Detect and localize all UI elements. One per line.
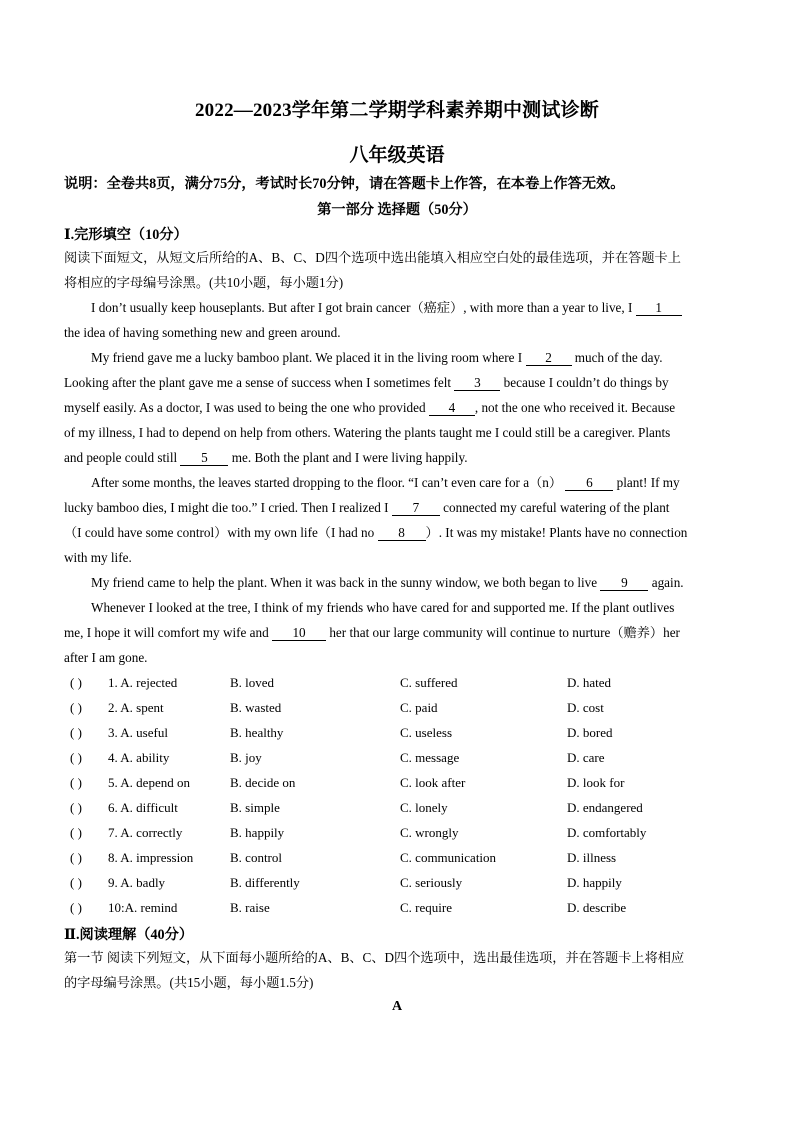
option-c: C. look after xyxy=(400,775,466,790)
option-d: D. illness xyxy=(567,850,617,865)
option-d: D. happily xyxy=(567,875,622,890)
exam-instructions: 说明：全卷共8页，满分75分，考试时长70分钟，请在答题卡上作答，在本卷上作答无效。 xyxy=(64,176,625,192)
passage-line: of my illness, I had to depend on help from others. Watering the plants taught me I could still be a caregiver. Plants xyxy=(64,425,671,440)
option-b: B. raise xyxy=(230,900,270,915)
passage-line xyxy=(91,300,757,316)
answer-bracket[interactable]: ( ) xyxy=(70,775,82,790)
answer-bracket[interactable]: ( ) xyxy=(70,700,82,715)
passage-line: the idea of having something new and green around. xyxy=(64,325,341,340)
passage-line xyxy=(91,575,757,591)
option-row xyxy=(64,700,744,718)
passage-text: me. Both the plant and I were living happily. xyxy=(231,450,468,465)
option-c: C. seriously xyxy=(400,875,463,890)
passage-text: me, I hope it will comfort my wife and xyxy=(64,625,269,640)
cloze-heading: Ⅰ.完形填空（10分） xyxy=(64,227,188,243)
option-c: C. paid xyxy=(400,700,438,715)
passage-text: again. xyxy=(651,575,684,590)
option-a: 7. A. correctly xyxy=(108,825,183,840)
option-b: B. decide on xyxy=(230,775,296,790)
blank-7[interactable]: 7 xyxy=(392,501,440,516)
cloze-instruction-line-1: 阅读下面短文，从短文后所给的A、B、C、D四个选项中选出能填入相应空白处的最佳选项，并在答题卡上 xyxy=(64,250,681,265)
passage-line xyxy=(91,350,757,366)
passage-text: plant! If my xyxy=(616,475,680,490)
passage-text: ）. It was my mistake! Plants have no connection xyxy=(425,525,688,540)
passage-line xyxy=(64,400,730,416)
blank-10[interactable]: 10 xyxy=(272,626,326,641)
passage-text: Looking after the plant gave me a sense of success when I sometimes felt xyxy=(64,375,452,390)
passage-a-label: A xyxy=(391,999,403,1014)
answer-bracket[interactable]: ( ) xyxy=(70,675,82,690)
option-c: C. wrongly xyxy=(400,825,459,840)
reading-instruction-line-2: 的字母编号涂黑。(共15小题，每小题1.5分) xyxy=(64,975,314,990)
blank-6[interactable]: 6 xyxy=(565,476,613,491)
blank-9[interactable]: 9 xyxy=(600,576,648,591)
option-d: D. look for xyxy=(567,775,625,790)
option-row xyxy=(64,725,744,743)
option-row xyxy=(64,750,744,768)
passage-text: My friend gave me a lucky bamboo plant. We placed it in the living room where I xyxy=(91,350,523,365)
blank-8[interactable]: 8 xyxy=(378,526,426,541)
blank-3[interactable]: 3 xyxy=(454,376,500,391)
passage-text: and people could still xyxy=(64,450,178,465)
blank-2[interactable]: 2 xyxy=(526,351,572,366)
passage-text: My friend came to help the plant. When it was back in the sunny window, we both began to live xyxy=(91,575,598,590)
option-c: C. useless xyxy=(400,725,452,740)
option-d: D. bored xyxy=(567,725,613,740)
blank-1[interactable]: 1 xyxy=(636,301,682,316)
reading-heading: Ⅱ.阅读理解（40分） xyxy=(64,927,194,943)
option-a: 4. A. ability xyxy=(108,750,170,765)
cloze-instruction-line-2: 将相应的字母编号涂黑。(共10小题，每小题1分) xyxy=(64,275,344,290)
passage-text: , not the one who received it. Because xyxy=(474,400,676,415)
option-b: B. control xyxy=(230,850,282,865)
passage-line: Whenever I looked at the tree, I think of my friends who have cared for and supported me. If the plant outlives xyxy=(91,600,675,615)
answer-bracket[interactable]: ( ) xyxy=(70,825,82,840)
option-c: C. require xyxy=(400,900,452,915)
option-a: 8. A. impression xyxy=(108,850,194,865)
option-row xyxy=(64,900,744,918)
passage-text: After some months, the leaves started dropping to the floor. “I can’t even care for a（n） xyxy=(91,475,563,490)
option-c: C. message xyxy=(400,750,460,765)
option-b: B. loved xyxy=(230,675,275,690)
passage-line xyxy=(64,625,730,641)
passage-line: after I am gone. xyxy=(64,650,148,665)
option-c: C. lonely xyxy=(400,800,448,815)
option-b: B. wasted xyxy=(230,700,282,715)
passage-text: her that our large community will continue to nurture（赡养）her xyxy=(329,625,680,640)
passage-text: because I couldn’t do things by xyxy=(503,375,669,390)
blank-4[interactable]: 4 xyxy=(429,401,475,416)
passage-line xyxy=(64,450,730,466)
option-row xyxy=(64,775,744,793)
passage-line xyxy=(91,475,757,491)
passage-line xyxy=(64,375,730,391)
passage-line xyxy=(64,525,730,541)
passage-text: much of the day. xyxy=(574,350,663,365)
option-a: 3. A. useful xyxy=(108,725,168,740)
option-a: 5. A. depend on xyxy=(108,775,190,790)
option-d: D. care xyxy=(567,750,605,765)
option-b: B. happily xyxy=(230,825,285,840)
option-a: 9. A. badly xyxy=(108,875,166,890)
passage-line: with my life. xyxy=(64,550,132,565)
answer-bracket[interactable]: ( ) xyxy=(70,900,82,915)
option-b: B. differently xyxy=(230,875,300,890)
reading-instruction-line-1: 第一节 阅读下列短文，从下面每小题所给的A、B、C、D四个选项中，选出最佳选项，并在答题卡上将相应 xyxy=(64,950,685,965)
answer-bracket[interactable]: ( ) xyxy=(70,850,82,865)
answer-bracket[interactable]: ( ) xyxy=(70,725,82,740)
option-row xyxy=(64,800,744,818)
option-d: D. comfortably xyxy=(567,825,647,840)
option-a: 10:A. remind xyxy=(108,900,178,915)
option-d: D. endangered xyxy=(567,800,643,815)
answer-bracket[interactable]: ( ) xyxy=(70,875,82,890)
option-d: D. cost xyxy=(567,700,604,715)
part-one-heading: 第一部分 选择题（50分） xyxy=(317,202,477,218)
option-d: D. hated xyxy=(567,675,612,690)
option-d: D. describe xyxy=(567,900,627,915)
passage-text: lucky bamboo dies, I might die too.” I cried. Then I realized I xyxy=(64,500,389,515)
option-row xyxy=(64,825,744,843)
option-b: B. simple xyxy=(230,800,280,815)
blank-5[interactable]: 5 xyxy=(180,451,228,466)
passage-text: （I could have some control）with my own life（I had no xyxy=(64,525,375,540)
option-a: 6. A. difficult xyxy=(108,800,178,815)
option-c: C. communication xyxy=(400,850,497,865)
option-a: 2. A. spent xyxy=(108,700,164,715)
answer-bracket[interactable]: ( ) xyxy=(70,800,82,815)
passage-text: I don’t usually keep houseplants. But after I got brain cancer（癌症）, with more than a year to live, I xyxy=(91,300,633,315)
answer-bracket[interactable]: ( ) xyxy=(70,750,82,765)
option-b: B. joy xyxy=(230,750,262,765)
option-b: B. healthy xyxy=(230,725,284,740)
passage-line xyxy=(64,500,730,516)
option-a: 1. A. rejected xyxy=(108,675,178,690)
exam-subtitle: 八年级英语 xyxy=(349,145,445,166)
passage-text: myself easily. As a doctor, I was used to being the one who provided xyxy=(64,400,426,415)
option-row xyxy=(64,850,744,868)
option-row xyxy=(64,675,744,693)
option-row xyxy=(64,875,744,893)
passage-text: connected my careful watering of the plant xyxy=(443,500,670,515)
exam-title: 2022—2023学年第二学期学科素养期中测试诊断 xyxy=(194,100,599,121)
option-c: C. suffered xyxy=(400,675,458,690)
